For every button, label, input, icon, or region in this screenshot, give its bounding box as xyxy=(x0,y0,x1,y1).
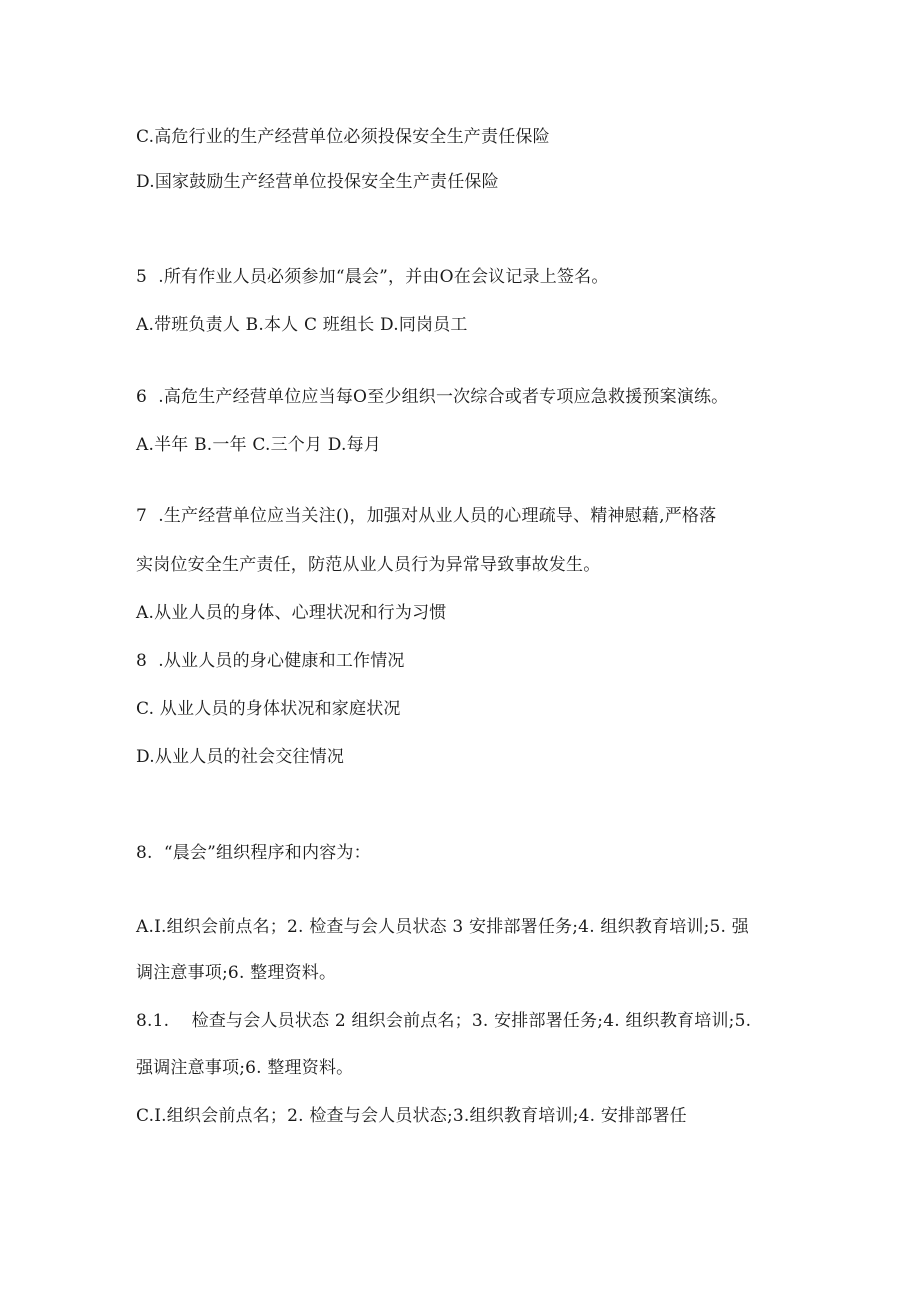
question-6: 6 .高危生产经营单位应当每O至少组织一次综合或者专项应急救援预案演练。 xyxy=(136,387,729,407)
option-b-q7: 8 .从业人员的身心健康和工作情况 xyxy=(136,651,405,671)
option-a-q8-line-1: A.I.组织会前点名；2. 检查与会人员状态 3 安排部署任务;4. 组织教育培训;5. 强 xyxy=(136,917,749,937)
options-q6: A.半年 B.一年 C.三个月 D.每月 xyxy=(136,435,382,455)
option-a-q7: A.从业人员的身体、心理状况和行为习惯 xyxy=(136,603,447,623)
option-d-q7: D.从业人员的社会交往情况 xyxy=(136,747,345,767)
option-c-q8: C.I.组织会前点名；2. 检查与会人员状态;3.组织教育培训;4. 安排部署任 xyxy=(136,1106,687,1126)
question-8: 8. “晨会”组织程序和内容为： xyxy=(136,843,371,863)
option-a-q8-line-2: 调注意事项;6. 整理资料。 xyxy=(136,963,337,983)
question-5: 5 .所有作业人员必须参加“晨会”，并由O在会议记录上签名。 xyxy=(136,267,609,287)
option-c-q4: C.高危行业的生产经营单位必须投保安全生产责任保险 xyxy=(136,127,550,147)
option-b-q8-line-2: 强调注意事项;6. 整理资料。 xyxy=(136,1058,354,1078)
question-7-line-2: 实岗位安全生产责任，防范从业人员行为异常导致事故发生。 xyxy=(136,555,601,575)
option-c-q7: C. 从业人员的身体状况和家庭状况 xyxy=(136,699,401,719)
options-q5: A.带班负责人 B.本人 C 班组长 D.同岗员工 xyxy=(136,315,468,335)
option-b-q8-line-1: 8.1. 检查与会人员状态 2 组织会前点名；3. 安排部署任务;4. 组织教育培训;5. xyxy=(136,1011,752,1031)
option-d-q4: D.国家鼓励生产经营单位投保安全生产责任保险 xyxy=(136,172,499,192)
question-7-line-1: 7 .生产经营单位应当关注()，加强对从业人员的心理疏导、精神慰藉,严格落 xyxy=(136,506,717,526)
